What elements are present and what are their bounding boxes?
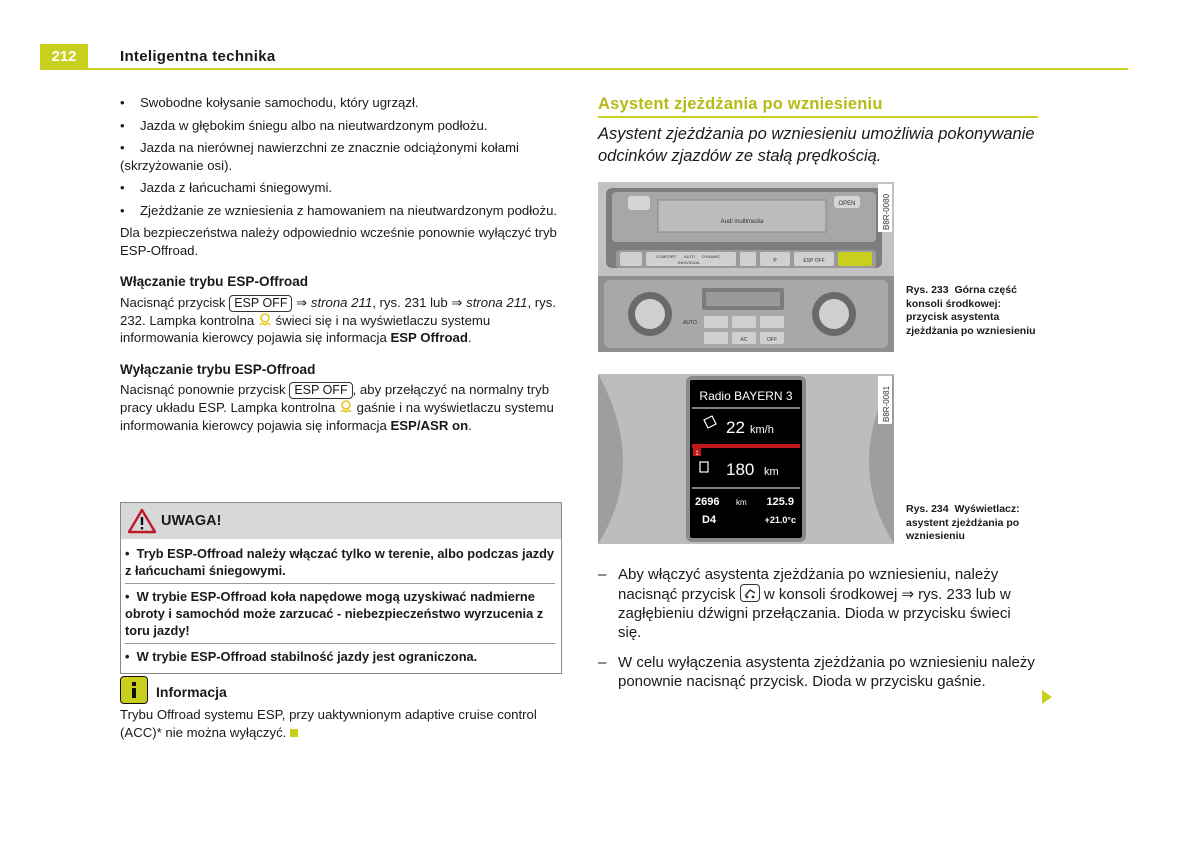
- center-console-illustration: [598, 182, 894, 352]
- svg-text:OPEN: OPEN: [838, 201, 856, 207]
- section-heading-off: Wyłączanie trybu ESP-Offroad: [120, 361, 316, 377]
- svg-text:Audi multimedia: Audi multimedia: [720, 219, 764, 225]
- warning-header: [121, 502, 561, 539]
- info-title: Informacja: [156, 684, 227, 700]
- bullet-item: • Jazda z łańcuchami śniegowymi.: [120, 180, 333, 195]
- figure-234-display: [598, 374, 894, 544]
- warning-body: [121, 539, 561, 673]
- svg-text:OFF: OFF: [767, 337, 777, 343]
- svg-text:km/h: km/h: [750, 424, 774, 436]
- bullet-text: Swobodne kołysanie samochodu, który ugrzązł.: [140, 95, 419, 110]
- esp-warning-lamp-icon: [339, 400, 353, 414]
- bullet-text: Jazda w głębokim śniegu albo na nieutwardzonym podłożu.: [140, 117, 488, 133]
- warning-item: • W trybie ESP-Offroad stabilność jazdy jest ograniczona.: [125, 649, 478, 664]
- bullet-text: Jazda na nierównej nawierzchni ze znacznie odciążonymi kołami (skrzyżowanie osi).: [120, 140, 519, 173]
- continue-arrow-icon: [1042, 690, 1052, 704]
- svg-text:2696: 2696: [695, 496, 720, 508]
- svg-text:B8R-0080: B8R-0080: [882, 193, 891, 230]
- svg-text:B8R-0081: B8R-0081: [882, 385, 891, 422]
- svg-text:125.9: 125.9: [766, 496, 794, 508]
- instruction-steps: [598, 565, 1038, 702]
- svg-text:AUTO: AUTO: [683, 320, 697, 326]
- running-title: Inteligentna technika: [120, 48, 276, 65]
- warning-item: • Tryb ESP-Offroad należy włączać tylko w terenie, albo podczas jazdy z łańcuchami śniegowymi.: [125, 545, 555, 584]
- figure-233-center-console: [598, 182, 894, 352]
- esp-warning-lamp-icon: [258, 313, 272, 327]
- esp-off-key: ESP OFF: [229, 295, 292, 312]
- svg-text:180: 180: [726, 460, 755, 479]
- bullet-text: Zjeżdżanie ze wzniesienia z hamowaniem na nieutwardzonym podłożu.: [140, 202, 558, 218]
- heading-rule: [598, 116, 1038, 118]
- instruction-step: – W celu wyłączenia asystenta zjeżdżania po wzniesieniu należy ponownie nacisnąć przycisk. Dioda w przycisku gaśnie.: [598, 654, 1035, 690]
- warning-triangle-icon: [127, 508, 157, 534]
- left-column: [120, 94, 560, 442]
- figure-233-caption: Rys. 233 Górna część konsoli środkowej: przycisk asystenta zjeżdżania po wzniesieniu: [906, 284, 1036, 337]
- warning-title: UWAGA!: [161, 513, 222, 529]
- info-icon: [120, 676, 148, 704]
- section-heading-hill-descent: Asystent zjeżdżania po wzniesieniu: [598, 95, 883, 113]
- svg-text:P: P: [773, 258, 777, 264]
- svg-text:km: km: [736, 498, 747, 507]
- svg-text:22: 22: [726, 418, 745, 437]
- bullet-item: • Jazda na nierównej nawierzchni ze znacznie odciążonymi kołami (skrzyżowanie osi).: [120, 140, 519, 173]
- instrument-display-illustration: [598, 374, 894, 544]
- figure-234-caption: Rys. 234 Wyświetlacz: asystent zjeżdżania po wzniesieniu: [906, 503, 1020, 542]
- svg-text:COMFORT: COMFORT: [656, 254, 677, 259]
- svg-text:ESP OFF: ESP OFF: [803, 258, 825, 264]
- bullet-item: • Zjeżdżanie ze wzniesienia z hamowaniem na nieutwardzonym podłożu.: [120, 202, 558, 218]
- svg-text:1: 1: [695, 451, 699, 457]
- instruction-step: – Aby włączyć asystenta zjeżdżania po wzniesieniu, należy nacisnąć przycisk w konsoli środkowej ⇒ rys. 233 lub w zagłębieniu dźwigni przełączania. Dioda w przycisku świeci się.: [598, 566, 1011, 641]
- warning-item: • W trybie ESP-Offroad koła napędowe mogą uzyskiwać nadmierne obroty i samochód może zarzucać - niebezpieczeństwo wyrzucenia z toru jazdy!: [125, 588, 555, 644]
- section-text-on: Nacisnąć przycisk ESP OFF ⇒ strona 211, rys. 231 lub ⇒ strona 211, rys. 232. Lampka kontrolna świeci się i na wyświetlaczu systemu informowania kierowcy pojawia się informacja ESP Offroad.: [120, 294, 557, 345]
- svg-text:+21.0°c: +21.0°c: [764, 515, 796, 525]
- svg-text:km: km: [764, 466, 779, 478]
- bullet-item: • Swobodne kołysanie samochodu, który ugrzązł.: [120, 95, 419, 110]
- svg-text:AUTO: AUTO: [684, 254, 696, 259]
- safety-note: Dla bezpieczeństwa należy odpowiednio wcześnie ponownie wyłączyć tryb ESP-Offroad.: [120, 225, 557, 258]
- esp-off-key: ESP OFF: [289, 382, 352, 399]
- end-marker-icon: [290, 729, 298, 737]
- warning-box: [120, 502, 562, 674]
- svg-text:Radio BAYERN 3: Radio BAYERN 3: [699, 389, 793, 403]
- intro-text: Asystent zjeżdżania po wzniesieniu umożliwia pokonywanie odcinków zjazdów ze stałą prędkością.: [598, 125, 1035, 165]
- section-heading-on: Włączanie trybu ESP-Offroad: [120, 274, 309, 289]
- svg-text:DYNAMIC: DYNAMIC: [702, 254, 721, 259]
- section-text-off: Nacisnąć ponownie przycisk ESP OFF , aby przełączyć na normalny tryb pracy układu ESP. Lampka kontrolna gaśnie i na wyświetlaczu systemu informowania kierowcy pojawia się informacja ESP/ASR on.: [120, 382, 554, 433]
- svg-text:AC: AC: [740, 337, 748, 343]
- bullet-text: Jazda z łańcuchami śniegowymi.: [140, 180, 333, 195]
- svg-text:INDIVIDUAL: INDIVIDUAL: [678, 260, 701, 265]
- hill-descent-button-icon: [740, 584, 760, 602]
- page-number: 212: [40, 44, 88, 70]
- header-rule: [88, 68, 1128, 70]
- bullet-item: • Jazda w głębokim śniegu albo na nieutwardzonym podłożu.: [120, 117, 488, 133]
- svg-text:D4: D4: [702, 514, 717, 526]
- info-body: Trybu Offroad systemu ESP, przy uaktywnionym adaptive cruise control (ACC)* nie można wyłączyć.: [120, 707, 537, 740]
